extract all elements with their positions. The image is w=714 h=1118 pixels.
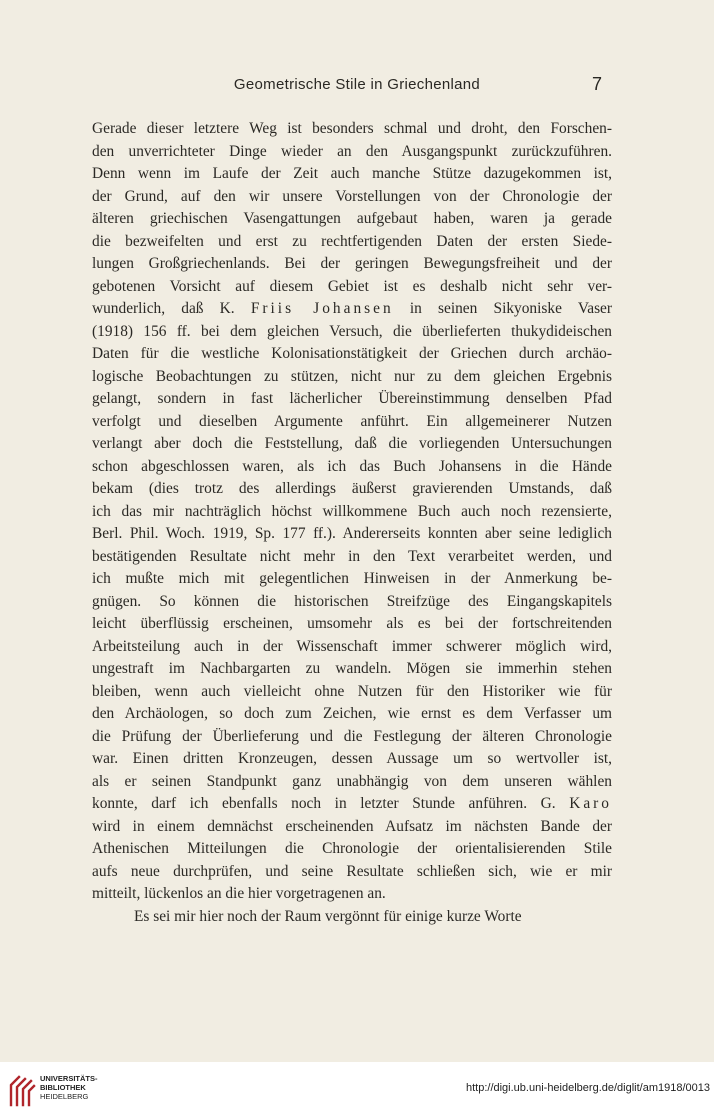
text-line: den Archäologen, so doch zum Zeichen, wie ernst es dem Verfasser um <box>92 705 612 722</box>
text-line: gnügen. So können die historischen Streifzüge des Eingangskapitels <box>92 592 612 610</box>
text-line: die Prüfung der Überlieferung und die Festlegung der älteren Chronologie <box>92 727 612 745</box>
text-line: ich das mir nachträglich höchst willkommene Buch auch noch rezensierte, <box>92 502 612 520</box>
text-line: Arbeitsteilung auch in der Wissenschaft immer schwerer möglich wird, <box>92 637 612 655</box>
running-title: Geometrische Stile in Griechenland <box>233 76 481 93</box>
text-line: Es sei mir hier noch der Raum vergönnt für einige kurze Worte <box>134 907 522 925</box>
text-fragment: wunderlich, daß K. <box>92 300 251 317</box>
text-line: Denn wenn im Laufe der Zeit auch manche Stütze dazugekommen ist, <box>92 165 612 182</box>
text-line: logische Beobachtungen zu stützen, nicht nur zu dem gleichen Ergebnis <box>92 367 612 385</box>
text-line: als er seinen Standpunkt ganz unabhängig von dem unseren wählen <box>92 772 612 790</box>
text-fragment: konnte, darf ich ebenfalls noch in letzter Stunde anführen. G. <box>92 795 570 812</box>
text-line: die bezweifelten und erst zu rechtfertigenden Daten der ersten Siede- <box>92 232 612 250</box>
text-line: gelangt, sondern in fast lächerlicher Übereinstimmung denselben Pfad <box>92 390 612 407</box>
text-line: den unverrichteter Dinge wieder an den Ausgangspunkt zurückzuführen. <box>92 142 612 160</box>
text-line: älteren griechischen Vasengattungen aufgebaut haben, waren ja gerade <box>92 210 612 227</box>
text-line: wird in einem demnächst erscheinenden Aufsatz im nächsten Bande der <box>92 817 612 835</box>
text-line: mitteilt, lückenlos an die hier vorgetragenen an. <box>92 885 386 902</box>
library-name-line1: UNIVERSITÄTS- <box>40 1074 98 1083</box>
text-line: Daten für die westliche Kolonisationstätigkeit der Griechen durch archäo- <box>92 345 612 362</box>
text-line: ich mußte mich mit gelegentlichen Hinweisen in der Anmerkung be- <box>92 570 612 587</box>
library-name-line2: BIBLIOTHEK <box>40 1083 86 1092</box>
text-line: schon abgeschlossen waren, als ich das Buch Johansens in die Hände <box>92 457 612 475</box>
library-name <box>40 1074 98 1101</box>
text-line: bestätigenden Resultate nicht mehr in den Text verarbeitet werden, und <box>92 547 612 565</box>
text-line <box>92 793 612 816</box>
library-name-line3: HEIDELBERG <box>40 1092 89 1101</box>
text-line: ungestraft im Nachbargarten zu wandeln. Mögen sie immerhin stehen <box>92 660 612 677</box>
spaced-name: Friis Johansen <box>250 300 394 317</box>
text-fragment: in seinen Sikyoniske Vaser <box>393 300 613 317</box>
spaced-name: Karo <box>569 795 612 812</box>
text-line: lungen Großgriechenlands. Bei der geringen Bewegungsfreiheit und der <box>92 255 612 272</box>
page-number: 7 <box>592 74 603 94</box>
university-library-logo-icon <box>8 1073 36 1107</box>
text-line: verlangt aber doch die Feststellung, daß die vorliegenden Untersuchungen <box>92 435 612 452</box>
text-line <box>92 298 612 321</box>
text-line: bekam (dies trotz des allerdings äußerst gravierenden Umstands, daß <box>92 480 612 497</box>
text-line: (1918) 156 ff. bei dem gleichen Versuch, die überlieferten thukydideischen <box>92 322 612 340</box>
text-line: verfolgt und dieselben Argumente anführt. Ein allgemeinerer Nutzen <box>92 412 612 430</box>
text-line: bleiben, wenn auch vielleicht ohne Nutzen für den Historiker wie für <box>92 682 612 700</box>
text-line: gebotenen Vorsicht auf diesem Gebiet ist es deshalb nicht sehr ver- <box>92 277 612 295</box>
text-line: der Grund, auf den wir unsere Vorstellungen von der Chronologie der <box>92 187 612 205</box>
text-line: Berl. Phil. Woch. 1919, Sp. 177 ff.). Andererseits konnten aber seine lediglich <box>92 525 612 542</box>
text-line: leicht überflüssig erscheinen, umsomehr als es bei der fortschreitenden <box>92 615 612 632</box>
text-line: Gerade dieser letztere Weg ist besonders schmal und droht, den Forschen- <box>92 120 612 137</box>
footer <box>0 1062 714 1118</box>
page-header <box>0 76 714 102</box>
text-line: war. Einen dritten Kronzeugen, dessen Aussage um so wertvoller ist, <box>92 750 612 767</box>
source-url: http://digi.ub.uni-heidelberg.de/diglit/am1918/0013 <box>465 1082 710 1094</box>
text-line: aufs neue durchprüfen, und seine Resultate schließen sich, wie er mir <box>92 862 612 880</box>
text-line: Athenischen Mitteilungen die Chronologie der orientalisierenden Stile <box>92 840 612 857</box>
body-text <box>92 118 612 928</box>
